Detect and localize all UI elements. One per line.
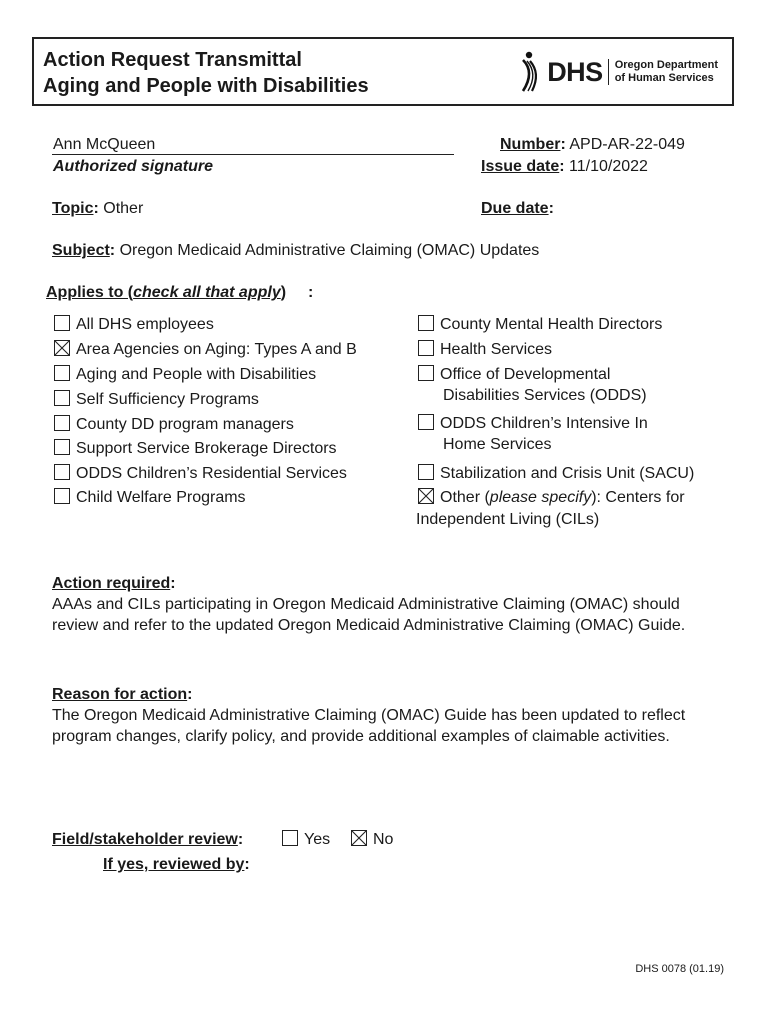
option-label: Support Service Brokerage Directors [76, 440, 337, 457]
signer-name: Ann McQueen [53, 136, 156, 153]
applies-option[interactable] [418, 464, 694, 484]
applies-to-label-suffix: ) [280, 284, 287, 301]
applies-to-colon: : [308, 284, 314, 301]
applies-option[interactable] [54, 340, 357, 360]
option-label: Stabilization and Crisis Unit (SACU) [440, 465, 695, 482]
due-date-field: Due date: [481, 200, 554, 217]
no-label: No [373, 831, 394, 848]
action-required-text: AAAs and CILs participating in Oregon Medicaid Administrative Claiming (OMAC) should review and refer to the updated Oregon Medicaid Administrative Claiming (OMAC) Guide. [52, 596, 686, 634]
topic-label: Topic [52, 200, 94, 217]
other-label-italic: please specify [489, 489, 592, 506]
other-specify-text: Independent Living (CILs) [416, 511, 600, 528]
reason-label: Reason for action [52, 686, 188, 703]
other-label-suffix: ): Centers for [591, 489, 685, 506]
checkbox[interactable] [54, 415, 70, 431]
subject-label: Subject [52, 242, 110, 259]
checkbox[interactable] [54, 464, 70, 480]
signature-label: Authorized signature [53, 158, 214, 175]
applies-option[interactable] [54, 439, 337, 459]
checkbox-checked[interactable] [351, 830, 367, 846]
subject-value: Oregon Medicaid Administrative Claiming (OMAC) Updates [119, 242, 540, 259]
subject-field: Subject: Oregon Medicaid Administrative Claiming (OMAC) Updates [52, 242, 540, 259]
option-label: Area Agencies on Aging: Types A and B [76, 341, 357, 358]
number-label: Number [500, 136, 561, 153]
review-yes-option[interactable] [282, 830, 330, 850]
applies-option[interactable] [418, 340, 552, 360]
option-label-line-2: Disabilities Services (ODDS) [443, 387, 647, 404]
review-no-option[interactable] [351, 830, 393, 850]
review-label: Field/stakeholder review [52, 831, 238, 848]
logo-org-line-2: of Human Services [614, 72, 714, 84]
checkbox[interactable] [282, 830, 298, 846]
option-label: ODDS Children’s Residential Services [76, 465, 347, 482]
action-required-heading: Action required: [52, 575, 176, 592]
option-label: County Mental Health Directors [440, 316, 663, 333]
reason-text: The Oregon Medicaid Administrative Claiming (OMAC) Guide has been updated to reflect program changes, clarify policy, and provide additional examples of claimable activities. [52, 707, 686, 745]
option-label-line-2: Home Services [443, 436, 552, 453]
yes-label: Yes [304, 831, 331, 848]
checkbox[interactable] [418, 340, 434, 356]
applies-to-label-italic: check all that apply [133, 284, 281, 301]
checkbox-checked[interactable] [54, 340, 70, 356]
option-label: Self Sufficiency Programs [76, 391, 259, 408]
action-required-label: Action required [52, 575, 171, 592]
applies-to-label-prefix: Applies to ( [46, 284, 134, 301]
logo-text: DHS [547, 56, 603, 87]
check-x-icon [55, 341, 69, 355]
issue-date-label: Issue date [481, 158, 560, 175]
checkbox[interactable] [54, 365, 70, 381]
checkbox[interactable] [54, 488, 70, 504]
checkbox[interactable] [54, 439, 70, 455]
option-label: County DD program managers [76, 416, 294, 433]
signature-line [52, 154, 454, 155]
applies-option[interactable] [418, 365, 610, 385]
applies-to-heading [46, 283, 286, 303]
option-label: Child Welfare Programs [76, 489, 246, 506]
check-x-icon [352, 831, 366, 845]
checkbox[interactable] [54, 390, 70, 406]
option-label: Health Services [440, 341, 553, 358]
checkbox[interactable] [418, 365, 434, 381]
applies-option[interactable] [418, 414, 648, 434]
checkbox[interactable] [418, 315, 434, 331]
logo-org-line-1: Oregon Department [614, 59, 718, 71]
checkbox[interactable] [54, 315, 70, 331]
applies-option[interactable] [54, 415, 294, 435]
issue-date-field: Issue date: 11/10/2022 [481, 158, 648, 175]
other-label-prefix: Other ( [440, 489, 490, 506]
dhs-figure-icon [520, 49, 546, 95]
review-field: Field/stakeholder review: [52, 831, 244, 848]
form-id: DHS 0078 (01.19) [635, 963, 724, 975]
applies-option[interactable] [54, 390, 259, 410]
applies-option[interactable] [418, 315, 662, 335]
dhs-logo [520, 46, 718, 98]
option-label: ODDS Children’s Intensive In [440, 415, 648, 432]
applies-option[interactable] [54, 315, 214, 335]
topic-value: Other [103, 200, 144, 217]
option-label: Office of Developmental [440, 366, 611, 383]
issue-date-value: 11/10/2022 [569, 158, 648, 175]
option-label: All DHS employees [76, 316, 214, 333]
number-field: Number: APD-AR-22-049 [500, 136, 685, 153]
reviewed-by-field: If yes, reviewed by: [103, 856, 250, 873]
logo-divider [608, 59, 609, 85]
check-x-icon [419, 489, 433, 503]
title-line-2: Aging and People with Disabilities [43, 75, 369, 97]
checkbox[interactable] [418, 464, 434, 480]
applies-option[interactable] [54, 488, 246, 508]
logo-org-name [615, 59, 718, 85]
document-title [43, 47, 369, 99]
due-date-label: Due date [481, 200, 549, 217]
topic-field: Topic: Other [52, 200, 144, 217]
reviewed-by-label: If yes, reviewed by [103, 856, 245, 873]
number-value: APD-AR-22-049 [569, 136, 685, 153]
reason-heading: Reason for action: [52, 686, 193, 703]
applies-option[interactable] [54, 464, 347, 484]
checkbox-checked[interactable] [418, 488, 434, 504]
title-line-1: Action Request Transmittal [43, 49, 302, 71]
checkbox[interactable] [418, 414, 434, 430]
header-box [32, 37, 734, 106]
option-label: Aging and People with Disabilities [76, 366, 317, 383]
applies-option-other[interactable] [418, 488, 685, 508]
applies-option[interactable] [54, 365, 316, 385]
